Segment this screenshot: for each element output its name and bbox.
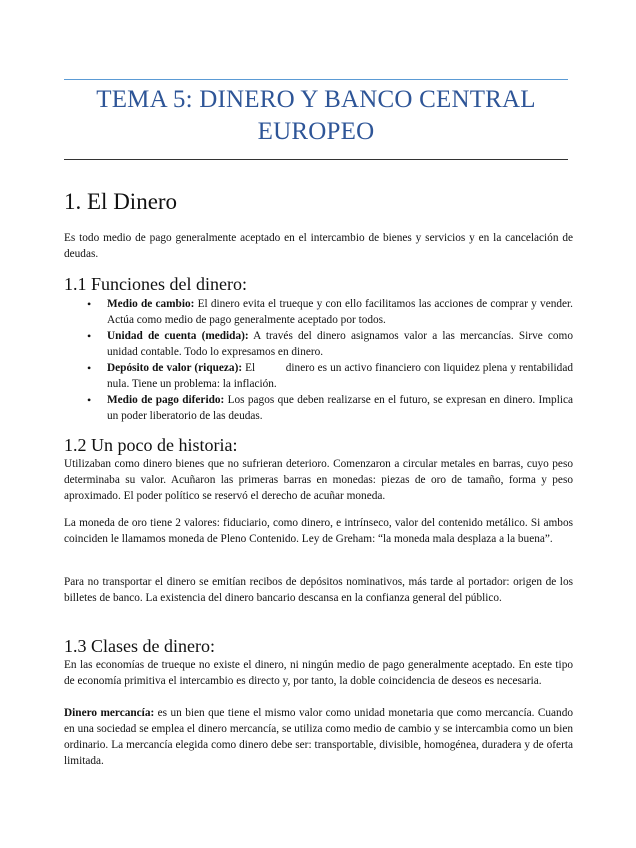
intro-paragraph: Es todo medio de pago generalmente aceptado en el intercambio de bienes y servicios y en la cancelación de deudas. xyxy=(64,232,573,260)
clases-paragraph-1: En las economías de trueque no existe el dinero, ni ningún medio de pago generalmente aceptado. En este tipo de economía primitiva el intercambio es directo y, por tanto, la doble coincidencia de deseos es necesaria. xyxy=(64,659,573,687)
list-item xyxy=(84,328,573,360)
list-item-text: El dinero es un activo financiero con liquidez plena y rentabilidad nula. Tiene un problema: la inflación. xyxy=(107,362,576,390)
list-item xyxy=(84,360,576,392)
historia-paragraph-3: Para no transportar el dinero se emitían recibos de depósitos nominativos, más tarde al portador: origen de los billetes de banco. La existencia del dinero bancario descansa en la confianza general del público. xyxy=(64,576,573,604)
list-item-text: Los pagos que deben realizarse en el futuro, se expresan en dinero. Implica un poder liberatorio de las deudas. xyxy=(107,394,573,422)
historia-paragraph-1: Utilizaban como dinero bienes que no sufrieran deterioro. Comenzaron a circular metales en barras, cuyo peso determinaba su valor. Acuñaron las primeras barras en monedas: piezas de oro de tamaño, forma y peso aproximado. El poder político se reservó el derecho de acuñar moneda. xyxy=(64,458,573,502)
list-item-term: Medio de pago diferido: xyxy=(107,394,225,406)
page-title: TEMA 5: DINERO Y BANCO CENTRAL EUROPEO xyxy=(96,86,536,145)
title-underline xyxy=(64,159,568,160)
historia-paragraph-2: La moneda de oro tiene 2 valores: fiduciario, como dinero, e intrínseco, valor del contenido metálico. Si ambos coinciden le llamamos moneda de Pleno Contenido. Ley de Greham: “la moneda mala desplaza a la buena”. xyxy=(64,517,573,545)
subsection-heading-funciones: 1.1 Funciones del dinero: xyxy=(64,274,247,294)
list-item xyxy=(84,296,573,328)
subsection-heading-clases: 1.3 Clases de dinero: xyxy=(64,636,215,656)
subsection-heading-historia: 1.2 Un poco de historia: xyxy=(64,435,238,455)
list-item-text: A través del dinero asignamos valor a las mercancías. Sirve como unidad contable. Todo lo expresamos en dinero. xyxy=(107,330,573,358)
section-heading-dinero: 1. El Dinero xyxy=(64,189,178,214)
list-item xyxy=(84,392,573,424)
list-item-term: Unidad de cuenta (medida): xyxy=(107,330,249,342)
funciones-list xyxy=(84,296,576,424)
dinero-mercancia-term: Dinero mercancía: xyxy=(64,707,155,719)
clases-paragraph-2 xyxy=(64,705,573,769)
list-item-term: Medio de cambio: xyxy=(107,298,195,310)
list-item-text: El dinero evita el trueque y con ello facilitamos las acciones de comprar y vender. Actúa como medio de pago generalmente aceptado por todos. xyxy=(107,298,573,326)
dinero-mercancia-text: es un bien que tiene el mismo valor como unidad monetaria que como mercancía. Cuando en una sociedad se emplea el dinero mercancía, se utiliza como medio de cambio y se intercambia como un bien ordinario. La mercancía elegida como dinero debe ser: transportable, divisible, homogénea, duradera y de oferta limitada. xyxy=(64,707,574,767)
list-item-term: Depósito de valor (riqueza): xyxy=(107,362,243,374)
top-rule xyxy=(64,79,568,80)
